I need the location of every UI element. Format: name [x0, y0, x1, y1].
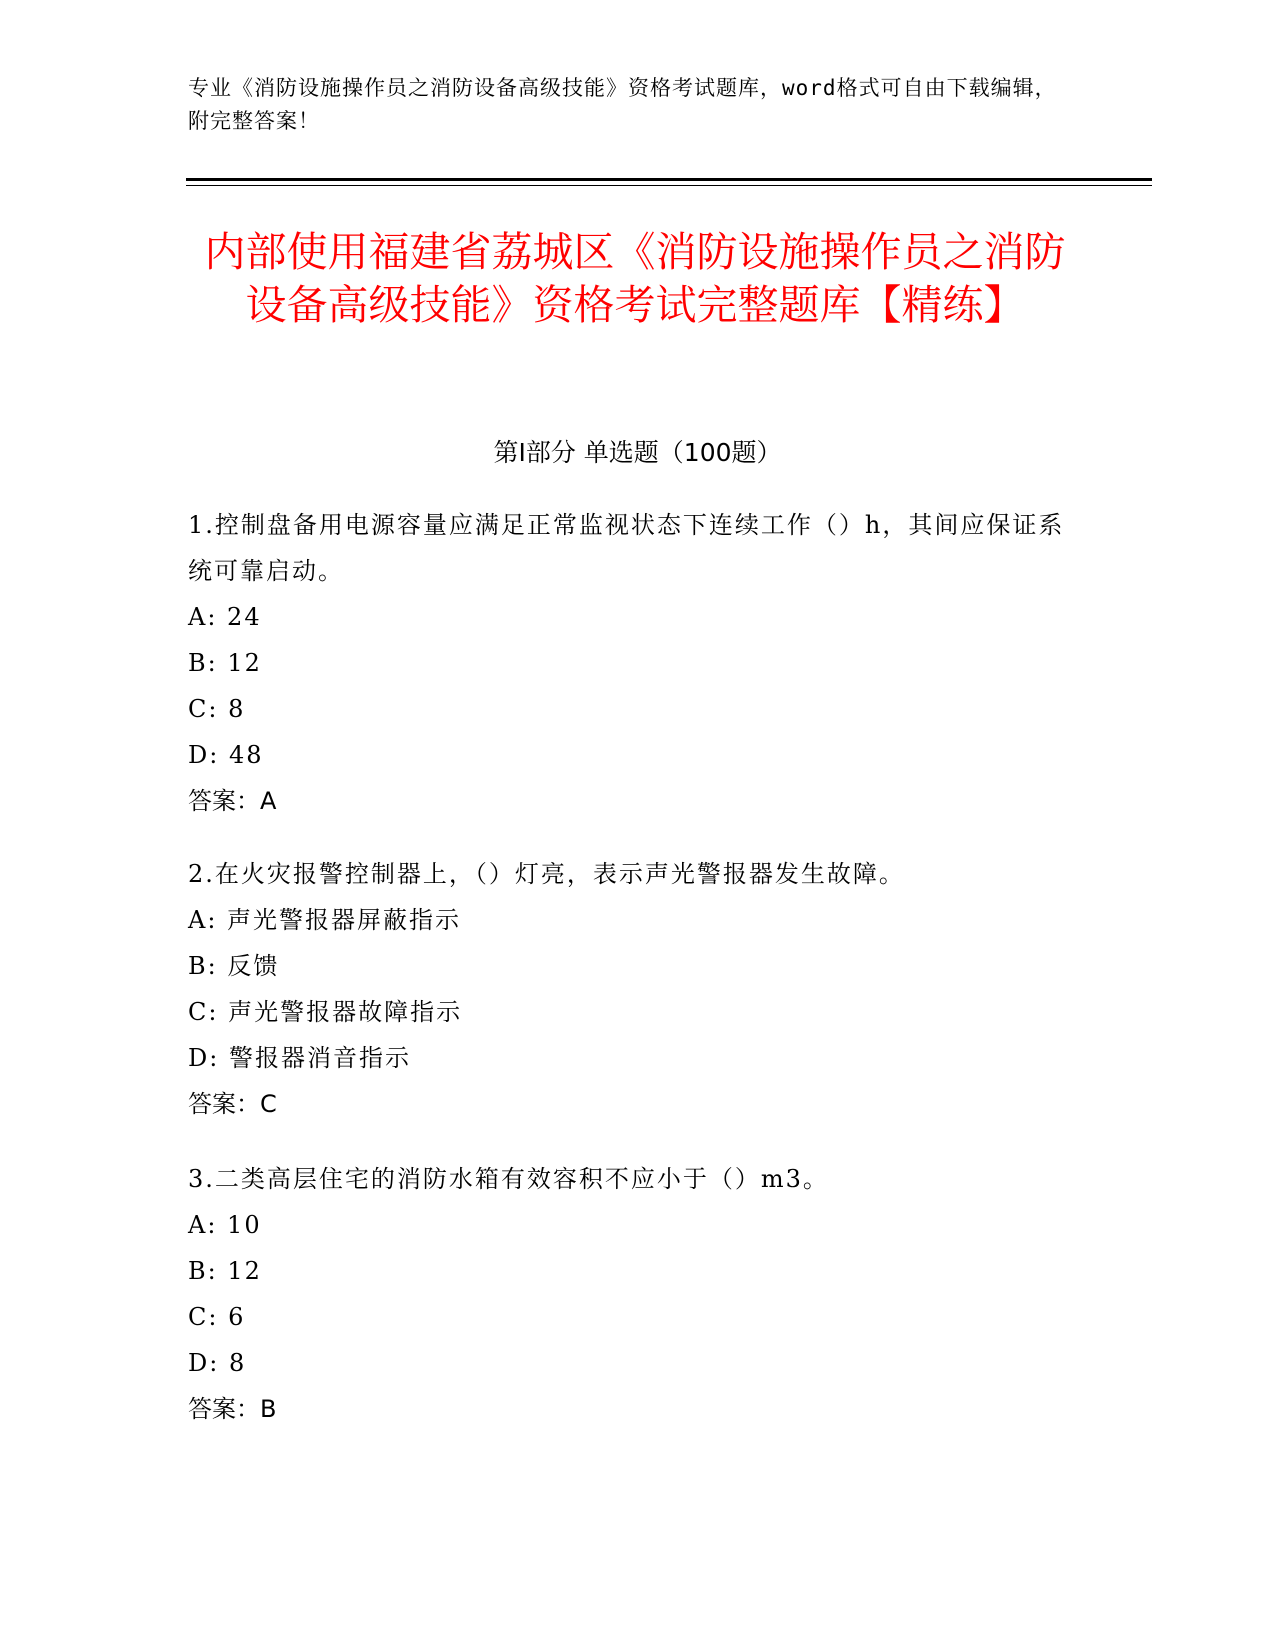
question-stem: 2.在火灾报警控制器上，（）灯亮，表示声光警报器发生故障。	[188, 860, 905, 888]
option-c: C: 8	[188, 695, 246, 723]
question-stem: 1.控制盘备用电源容量应满足正常监视状态下连续工作（）h，其间应保证系统可靠启动。	[188, 511, 1065, 585]
answer: 答案：C	[188, 1090, 277, 1118]
question-1	[188, 502, 1088, 824]
question-2	[188, 851, 1088, 1127]
option-d: D: 8	[188, 1349, 247, 1377]
option-c: C: 6	[188, 1303, 246, 1331]
option-b: B: 12	[188, 649, 262, 677]
option-a: A: 24	[188, 603, 262, 631]
option-d: D: 48	[188, 741, 264, 769]
answer: 答案：A	[188, 787, 277, 815]
question-stem: 3.二类高层住宅的消防水箱有效容积不应小于（）m3。	[188, 1165, 829, 1193]
answer: 答案：B	[188, 1395, 277, 1423]
question-3	[188, 1156, 1088, 1432]
header-rule-thin	[186, 185, 1152, 186]
option-a: A: 10	[188, 1211, 262, 1239]
section-title: 第I部分 单选题（100题）	[493, 438, 782, 467]
option-b: B: 12	[188, 1257, 262, 1285]
option-b: B: 反馈	[188, 952, 280, 980]
header-rule-thick	[186, 178, 1152, 181]
option-d: D: 警报器消音指示	[188, 1044, 411, 1072]
document-title: 内部使用福建省荔城区《消防设施操作员之消防设备高级技能》资格考试完整题库【精练】	[204, 228, 1066, 329]
option-a: A: 声光警报器屏蔽指示	[188, 906, 462, 934]
header-note: 专业《消防设施操作员之消防设备高级技能》资格考试题库，word格式可自由下载编辑，附完整答案！	[188, 76, 1057, 133]
option-c: C: 声光警报器故障指示	[188, 998, 463, 1026]
